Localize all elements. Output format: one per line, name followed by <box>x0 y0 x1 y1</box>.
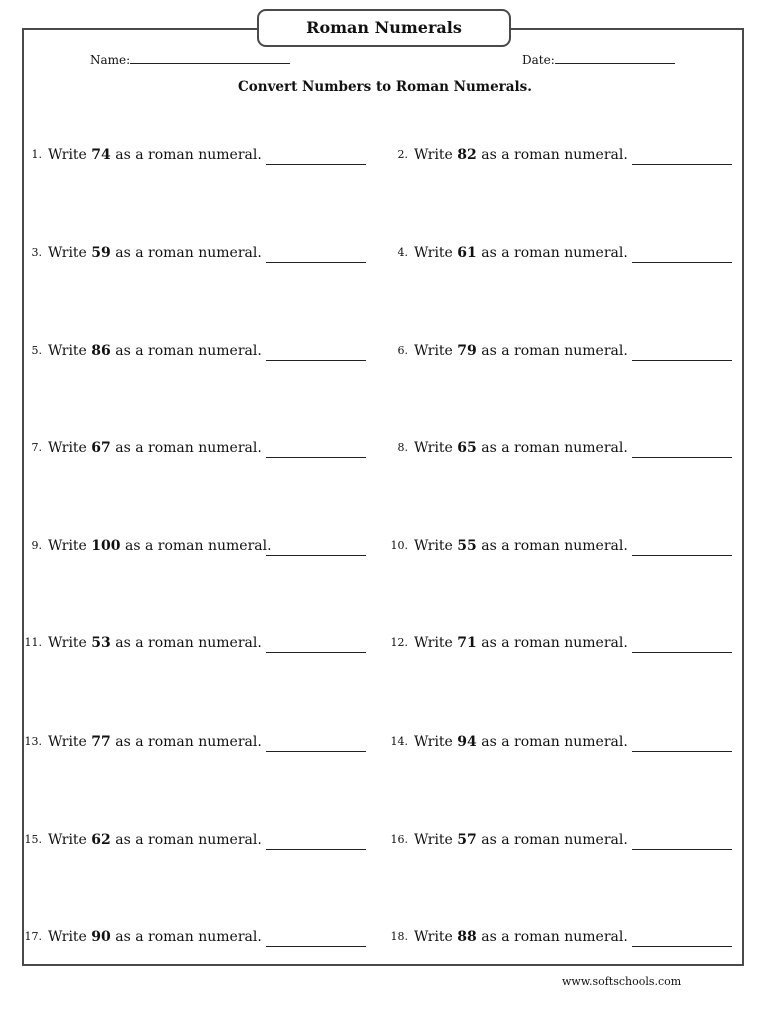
question-text <box>414 734 628 750</box>
question-number: 7. <box>31 441 42 454</box>
answer-blank[interactable] <box>632 360 732 361</box>
question-number: 4. <box>397 246 408 259</box>
question-prefix: Write <box>48 440 87 456</box>
question-prefix: Write <box>48 832 87 848</box>
question-number: 6. <box>397 344 408 357</box>
worksheet-frame <box>22 28 744 966</box>
answer-blank[interactable] <box>266 360 366 361</box>
question-suffix: as a roman numeral. <box>481 538 628 554</box>
question-value: 57 <box>457 832 477 848</box>
question-suffix: as a roman numeral. <box>481 734 628 750</box>
question-value: 100 <box>91 538 121 554</box>
question-number: 15. <box>24 833 42 846</box>
question-text <box>48 929 262 945</box>
question-prefix: Write <box>48 245 87 261</box>
question-suffix: as a roman numeral. <box>115 245 262 261</box>
answer-blank[interactable] <box>632 652 732 653</box>
question-number: 9. <box>31 539 42 552</box>
question-value: 59 <box>91 245 111 261</box>
instructions: Convert Numbers to Roman Numerals. <box>238 79 532 95</box>
answer-blank[interactable] <box>266 652 366 653</box>
name-field[interactable] <box>90 51 290 67</box>
question-suffix: as a roman numeral. <box>124 538 272 554</box>
answer-blank[interactable] <box>266 849 366 850</box>
question-value: 86 <box>91 343 111 359</box>
question-prefix: Write <box>414 440 453 456</box>
question-value: 79 <box>457 343 477 359</box>
question-value: 67 <box>91 440 111 456</box>
question-text <box>414 343 628 359</box>
question-number: 2. <box>397 148 408 161</box>
question-prefix: Write <box>414 147 453 163</box>
answer-blank[interactable] <box>266 555 366 556</box>
question-text <box>414 147 628 163</box>
question-value: 62 <box>91 832 111 848</box>
question-prefix: Write <box>48 734 87 750</box>
question-suffix: as a roman numeral. <box>481 440 628 456</box>
question-text <box>48 343 262 359</box>
answer-blank[interactable] <box>632 457 732 458</box>
question-prefix: Write <box>48 147 87 163</box>
answer-blank[interactable] <box>266 164 366 165</box>
question-prefix: Write <box>414 538 453 554</box>
question-text <box>414 832 628 848</box>
answer-blank[interactable] <box>632 262 732 263</box>
question-text <box>414 929 628 945</box>
question-text <box>48 635 262 651</box>
question-text <box>414 245 628 261</box>
question-prefix: Write <box>48 538 87 554</box>
question-number: 3. <box>31 246 42 259</box>
question-number: 12. <box>390 636 408 649</box>
question-prefix: Write <box>414 635 453 651</box>
answer-blank[interactable] <box>266 262 366 263</box>
question-number: 10. <box>390 539 408 552</box>
answer-blank[interactable] <box>632 849 732 850</box>
question-prefix: Write <box>48 929 87 945</box>
question-prefix: Write <box>48 343 87 359</box>
question-value: 65 <box>457 440 477 456</box>
question-suffix: as a roman numeral. <box>115 343 262 359</box>
question-text <box>48 440 262 456</box>
question-number: 18. <box>390 930 408 943</box>
question-text <box>48 538 272 554</box>
date-field[interactable] <box>522 51 675 67</box>
question-text <box>48 734 262 750</box>
question-suffix: as a roman numeral. <box>481 832 628 848</box>
question-suffix: as a roman numeral. <box>481 343 628 359</box>
answer-blank[interactable] <box>632 751 732 752</box>
question-value: 77 <box>91 734 111 750</box>
name-label: Name: <box>90 53 131 67</box>
question-suffix: as a roman numeral. <box>481 929 628 945</box>
question-value: 53 <box>91 635 111 651</box>
answer-blank[interactable] <box>632 555 732 556</box>
question-text <box>414 538 628 554</box>
question-number: 14. <box>390 735 408 748</box>
question-prefix: Write <box>414 245 453 261</box>
question-number: 11. <box>24 636 42 649</box>
question-text <box>414 440 628 456</box>
answer-blank[interactable] <box>266 751 366 752</box>
question-prefix: Write <box>48 635 87 651</box>
question-suffix: as a roman numeral. <box>115 734 262 750</box>
page-title: Roman Numerals <box>257 9 511 47</box>
question-value: 94 <box>457 734 477 750</box>
question-value: 55 <box>457 538 477 554</box>
question-prefix: Write <box>414 734 453 750</box>
question-text <box>48 245 262 261</box>
answer-blank[interactable] <box>266 457 366 458</box>
question-number: 17. <box>24 930 42 943</box>
date-label: Date: <box>522 53 555 67</box>
question-suffix: as a roman numeral. <box>115 635 262 651</box>
question-value: 82 <box>457 147 477 163</box>
question-value: 61 <box>457 245 477 261</box>
question-number: 1. <box>31 148 42 161</box>
question-suffix: as a roman numeral. <box>481 147 628 163</box>
question-prefix: Write <box>414 343 453 359</box>
question-suffix: as a roman numeral. <box>115 832 262 848</box>
question-text <box>414 635 628 651</box>
question-suffix: as a roman numeral. <box>481 245 628 261</box>
answer-blank[interactable] <box>632 164 732 165</box>
question-suffix: as a roman numeral. <box>115 147 262 163</box>
question-value: 71 <box>457 635 477 651</box>
answer-blank[interactable] <box>266 946 366 947</box>
question-prefix: Write <box>414 832 453 848</box>
date-blank[interactable] <box>555 51 675 64</box>
name-blank[interactable] <box>130 51 290 64</box>
question-text <box>48 147 262 163</box>
question-suffix: as a roman numeral. <box>481 635 628 651</box>
question-value: 90 <box>91 929 111 945</box>
answer-blank[interactable] <box>632 946 732 947</box>
question-suffix: as a roman numeral. <box>115 440 262 456</box>
question-number: 5. <box>31 344 42 357</box>
question-number: 16. <box>390 833 408 846</box>
question-suffix: as a roman numeral. <box>115 929 262 945</box>
question-prefix: Write <box>414 929 453 945</box>
question-text <box>48 832 262 848</box>
question-number: 13. <box>24 735 42 748</box>
question-value: 88 <box>457 929 477 945</box>
footer-url: www.softschools.com <box>562 975 682 988</box>
question-value: 74 <box>91 147 111 163</box>
question-number: 8. <box>397 441 408 454</box>
